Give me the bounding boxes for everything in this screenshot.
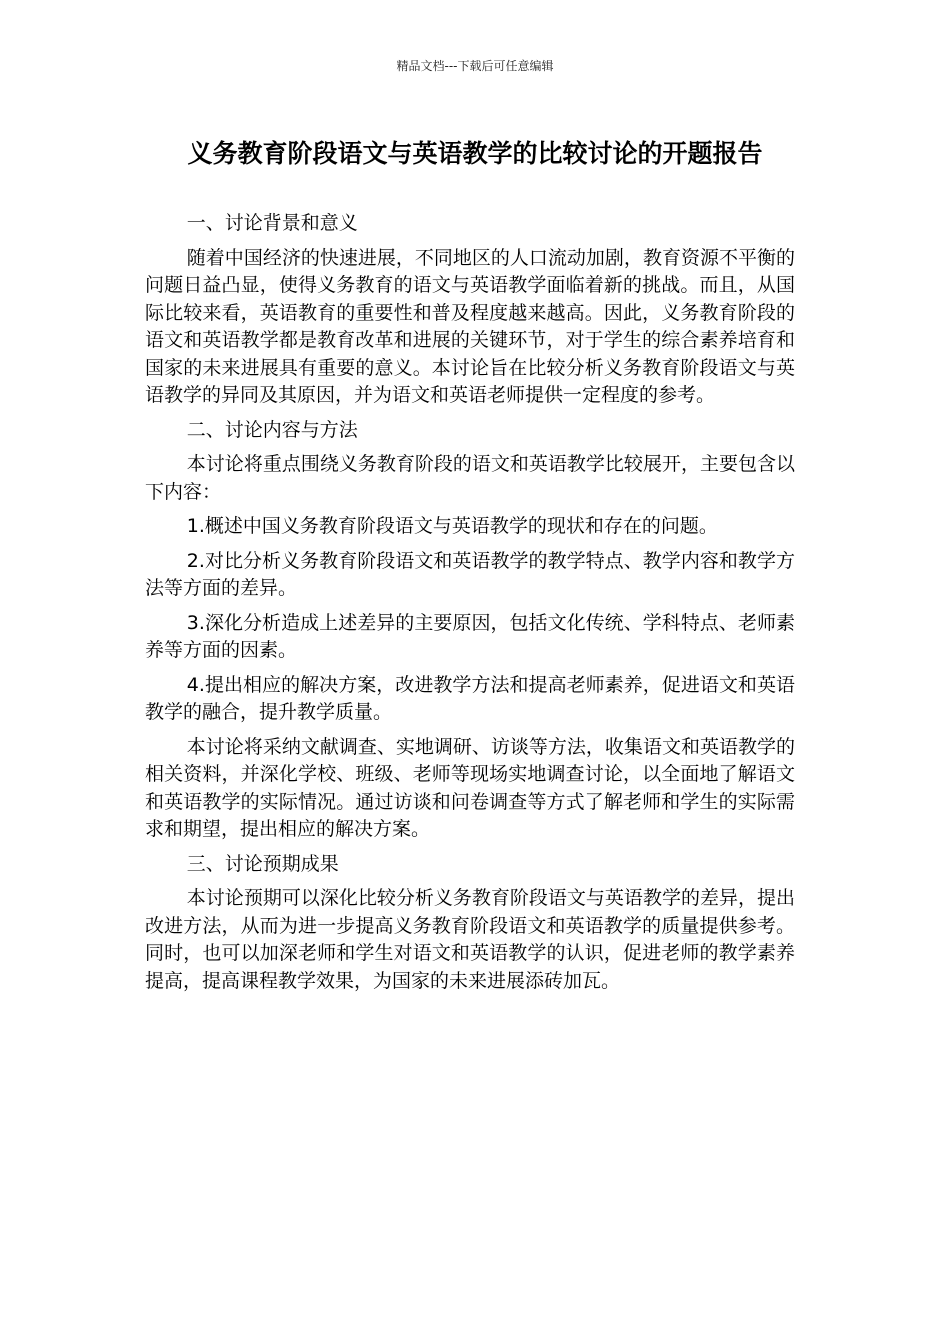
paragraph-expected-results: 本讨论预期可以深化比较分析义务教育阶段语文与英语教学的差异，提出改进方法，从而为进一步提高义务教育阶段语文和英语教学的质量提供参考。同时，也可以加深老师和学生对语文和英语教学的认识，促进老师的教学素养提高，提高课程教学效果，为国家的未来进展添砖加瓦。 xyxy=(145,887,795,992)
paragraph-content-intro: 本讨论将重点围绕义务教育阶段的语文和英语教学比较展开，主要包含以下内容： xyxy=(145,453,795,503)
header-note: 精品文档---下载后可任意编辑 xyxy=(396,59,554,73)
paragraph-method: 本讨论将采纳文献调查、实地调研、访谈等方法，收集语文和英语教学的相关资料，并深化学校、班级、老师等现场实地调查讨论，以全面地了解语文和英语教学的实际情况。通过访谈和问卷调查等方式了解老师和学生的实际需求和期望，提出相应的解决方案。 xyxy=(145,735,795,840)
list-item-3: 3.深化分析造成上述差异的主要原因，包括文化传统、学科特点、老师素养等方面的因素。 xyxy=(145,611,795,661)
section-heading-expected-results: 三、讨论预期成果 xyxy=(186,852,339,875)
document-body xyxy=(145,210,795,1002)
list-item-4: 4.提出相应的解决方案，改进教学方法和提高老师素养，促进语文和英语教学的融合，提升教学质量。 xyxy=(145,673,795,723)
paragraph-background: 随着中国经济的快速进展，不同地区的人口流动加剧，教育资源不平衡的问题日益凸显，使得义务教育的语文与英语教学面临着新的挑战。而且，从国际比较来看，英语教育的重要性和普及程度越来越高。因此，义务教育阶段的语文和英语教学都是教育改革和进展的关键环节，对于学生的综合素养培育和国家的未来进展具有重要的意义。本讨论旨在比较分析义务教育阶段语文与英语教学的异同及其原因，并为语文和英语老师提供一定程度的参考。 xyxy=(145,246,795,406)
list-item-2: 2.对比分析义务教育阶段语文和英语教学的教学特点、教学内容和教学方法等方面的差异。 xyxy=(145,549,795,599)
section-heading-content-method: 二、讨论内容与方法 xyxy=(186,418,358,441)
section-heading-background: 一、讨论背景和意义 xyxy=(186,212,358,234)
document-title: 义务教育阶段语文与英语教学的比较讨论的开题报告 xyxy=(187,139,763,168)
list-item-1: 1.概述中国义务教育阶段语文与英语教学的现状和存在的问题。 xyxy=(186,515,718,537)
